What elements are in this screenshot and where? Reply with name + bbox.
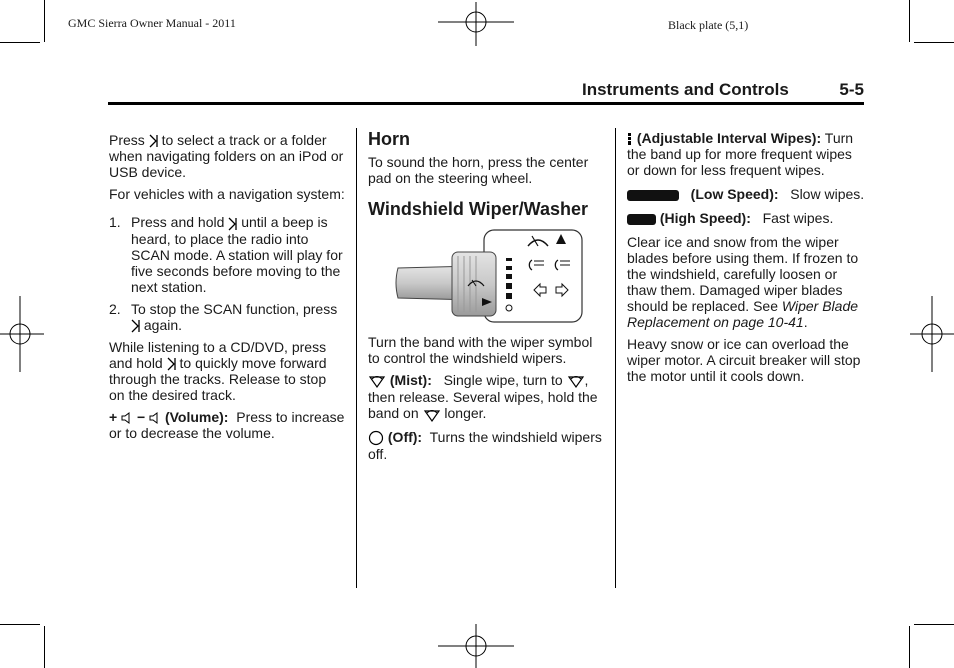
numbered-list [109, 214, 345, 333]
crop-mark [44, 626, 45, 668]
paragraph: Turn the band with the wiper symbol to control the windshield wipers. [368, 334, 593, 366]
column-2 [368, 128, 606, 468]
cross-reference-link[interactable]: Wiper Blade Replacement on page 10-41 [627, 298, 859, 331]
column-divider [615, 128, 616, 588]
seek-forward-icon [131, 319, 140, 333]
crop-mark [914, 624, 954, 625]
paragraph: (Adjustable Interval Wipes): Turn the band up for more frequent wipes or down for less frequent wipes. [627, 130, 854, 179]
list-item: 2. To stop the SCAN function, press again. [109, 300, 338, 333]
column-1 [109, 132, 345, 447]
seek-forward-icon [167, 357, 176, 371]
crop-mark [914, 42, 954, 43]
column-divider [356, 128, 357, 588]
registration-target-icon [910, 296, 954, 372]
crop-mark [0, 42, 40, 43]
paragraph: While listening to a CD/DVD, press and hold to quickly move forward through the tracks. Release to stop on the desired track. [109, 338, 327, 404]
registration-target-icon [438, 624, 514, 668]
paragraph: (Low Speed): Slow wipes. [627, 186, 867, 202]
paragraph: (High Speed): Fast wipes. [627, 210, 867, 226]
wiper-stalk-illustration [386, 228, 600, 328]
paragraph: + − (Volume): Press to increase or to decrease the volume. [109, 409, 345, 442]
crop-mark [44, 0, 45, 42]
paragraph: Press to select a track or a folder when navigating folders on an iPod or USB device. [109, 132, 344, 181]
wiper-off-icon [368, 430, 384, 446]
header-rule [108, 102, 864, 105]
paragraph: (Off): Turns the windshield wipers off. [368, 428, 602, 462]
paragraph: (Mist): Single wipe, turn to , then release. Several wipes, hold the band on longer. [368, 372, 598, 422]
wiper-mist-icon [368, 373, 386, 389]
crop-mark [0, 624, 40, 625]
seek-forward-icon [149, 134, 158, 148]
plate-left: GMC Sierra Owner Manual - 2011 [68, 16, 236, 30]
crop-mark [909, 626, 910, 668]
page-number: 5-5 [839, 80, 864, 99]
paragraph: For vehicles with a navigation system: [109, 186, 345, 203]
wiper-mist-icon [567, 373, 585, 389]
volume-icon [149, 412, 161, 424]
seek-forward-icon [228, 217, 237, 231]
heading-wiper: Windshield Wiper/Washer [368, 199, 589, 219]
wiper-mist-icon [423, 407, 441, 423]
paragraph: To sound the horn, press the center pad on the steering wheel. [368, 154, 589, 186]
heading-horn: Horn [368, 129, 410, 149]
running-header [582, 80, 864, 100]
volume-icon [121, 412, 133, 424]
paragraph: Clear ice and snow from the wiper blades before using them. If frozen to the windshield, carefully loosen or thaw them. Damaged wiper blades should be replaced. See Wiper Blade Replacement on page 10-41. [627, 234, 859, 331]
section-title: Instruments and Controls [582, 80, 789, 99]
low-speed-icon [627, 190, 679, 201]
interval-wipe-icon [627, 132, 633, 146]
registration-target-icon [0, 296, 44, 372]
plate-right: Black plate (5,1) [668, 18, 749, 32]
crop-mark [909, 0, 910, 42]
registration-target-icon [438, 2, 514, 46]
list-item: 1. Press and hold until a beep is heard, to place the radio into SCAN mode. A station will play for five seconds before moving to the next station. [109, 214, 343, 295]
paragraph: Heavy snow or ice can overload the wiper motor. A circuit breaker will stop the motor until it cools down. [627, 336, 861, 385]
column-3 [627, 130, 867, 390]
high-speed-icon [627, 214, 656, 225]
